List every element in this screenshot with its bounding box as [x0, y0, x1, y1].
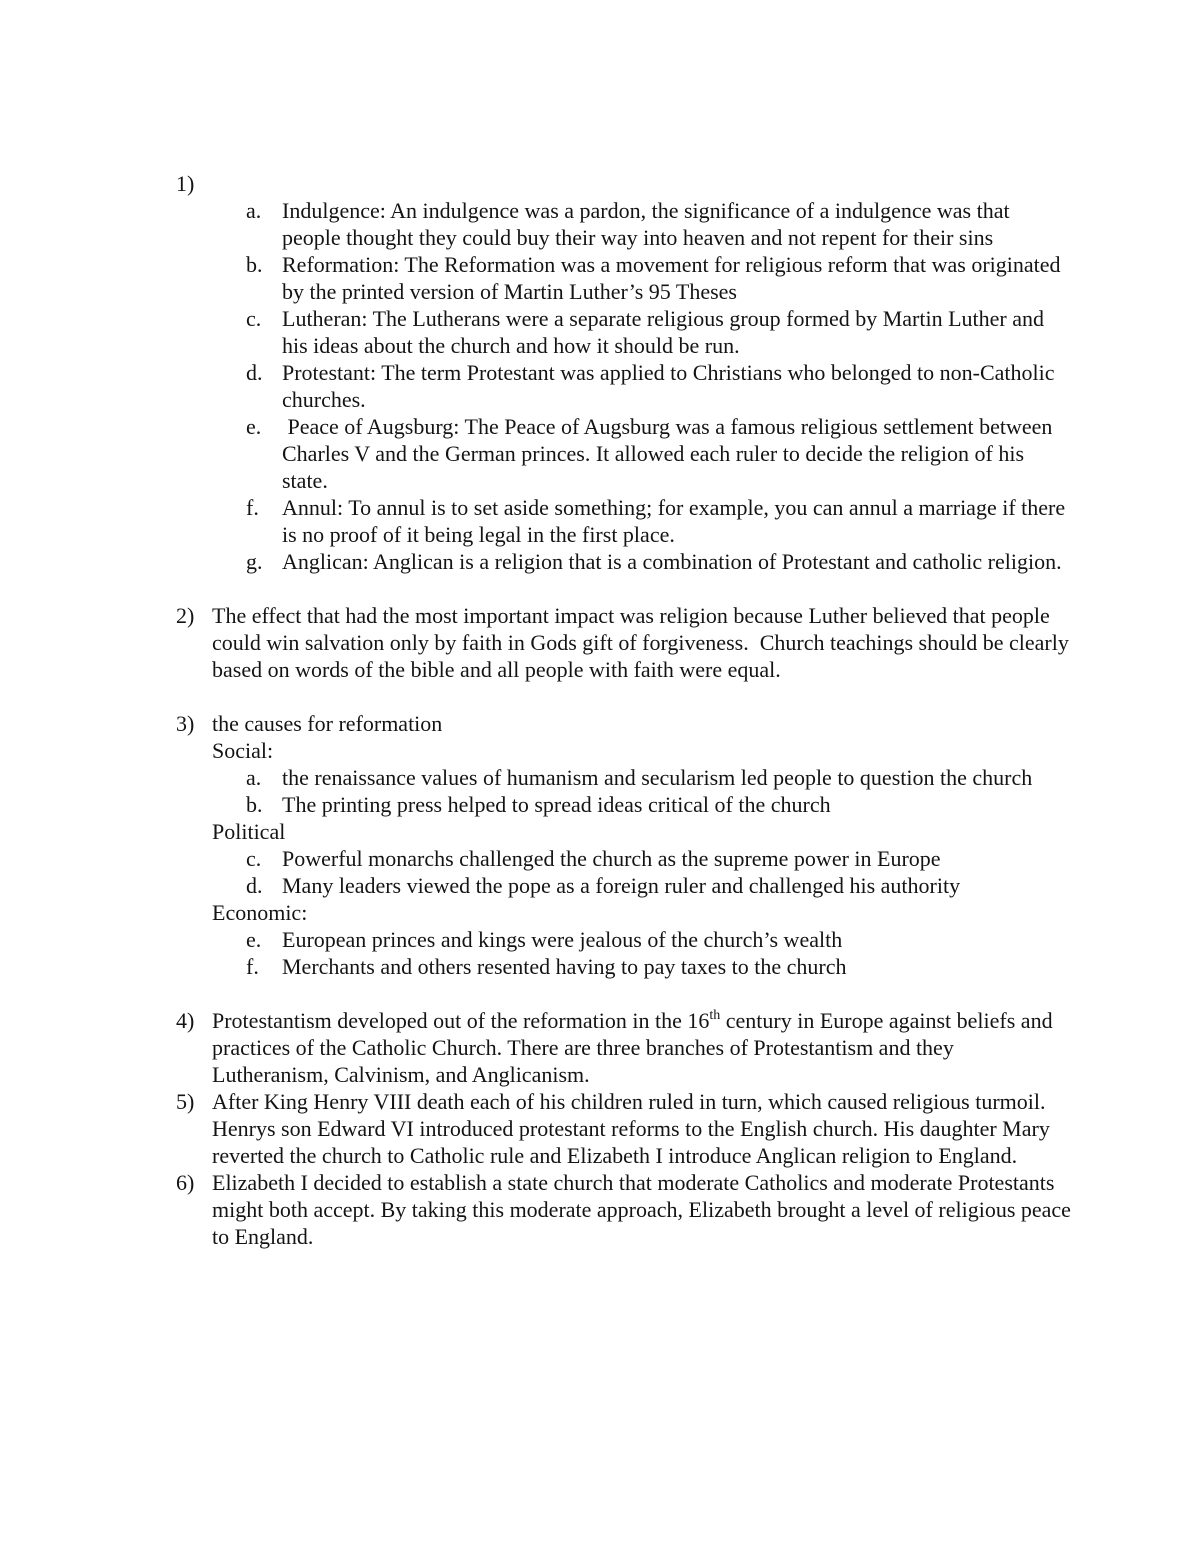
item-text: European princes and kings were jealous of the church’s wealth	[282, 927, 843, 952]
list-item	[0, 251, 1200, 305]
list-item	[0, 413, 1200, 494]
list-item	[0, 494, 1200, 548]
item-text: Merchants and others resented having to pay taxes to the church	[282, 954, 847, 979]
answer-text: The effect that had the most important impact was religion because Luther believed that people could win salvation only by faith in Gods gift of forgiveness. Church teachings should be clearly based on words of the bible and all people with faith were equal.	[212, 603, 1075, 682]
category-heading	[0, 737, 1200, 764]
question-number: 2)	[176, 603, 195, 628]
answer-text-part: Protestantism developed out of the reformation in the 16	[212, 1008, 710, 1033]
item-letter: d.	[246, 873, 263, 898]
question-5	[0, 1088, 1200, 1169]
question-1	[0, 170, 1200, 197]
list-item	[0, 845, 1200, 872]
item-text: Anglican: Anglican is a religion that is a combination of Protestant and catholic religion.	[282, 549, 1062, 574]
question-2	[0, 602, 1200, 683]
item-text: the renaissance values of humanism and secularism led people to question the church	[282, 765, 1033, 790]
list-item	[0, 953, 1200, 980]
item-letter: g.	[246, 549, 263, 574]
item-letter: d.	[246, 360, 263, 385]
category-heading	[0, 899, 1200, 926]
item-letter: b.	[246, 252, 263, 277]
list-item	[0, 359, 1200, 413]
item-text: Powerful monarchs challenged the church as the supreme power in Europe	[282, 846, 941, 871]
social-label: Social:	[212, 738, 274, 763]
item-letter: b.	[246, 792, 263, 817]
item-letter: a.	[246, 765, 262, 790]
item-letter: c.	[246, 306, 262, 331]
political-label: Political	[212, 819, 286, 844]
question-number: 6)	[176, 1170, 195, 1195]
item-letter: c.	[246, 846, 262, 871]
question-3	[0, 710, 1200, 737]
list-item	[0, 791, 1200, 818]
list-item	[0, 305, 1200, 359]
list-item	[0, 197, 1200, 251]
economic-label: Economic:	[212, 900, 308, 925]
superscript: th	[709, 1007, 721, 1023]
question-4	[0, 1007, 1200, 1088]
question-number: 1)	[176, 171, 195, 196]
list-item	[0, 872, 1200, 899]
category-heading	[0, 818, 1200, 845]
item-letter: e.	[246, 414, 262, 439]
list-item	[0, 548, 1200, 575]
answer-text-part: century in Europe against beliefs and practices of the Catholic Church. There are three branches of Protestantism and they Lutheranism, Calvinism, and Anglicanism.	[212, 1008, 1053, 1087]
item-letter: e.	[246, 927, 262, 952]
item-text: The printing press helped to spread ideas critical of the church	[282, 792, 831, 817]
item-letter: a.	[246, 198, 262, 223]
item-text: Indulgence: An indulgence was a pardon, the significance of a indulgence was that people thought they could buy their way into heaven and not repent for their sins	[282, 198, 1010, 250]
item-letter: f.	[246, 495, 259, 520]
answer-text: Elizabeth I decided to establish a state church that moderate Catholics and moderate Protestants might both accept. By taking this moderate approach, Elizabeth brought a level of religious peace to England.	[212, 1170, 1071, 1249]
item-letter: f.	[246, 954, 259, 979]
answer-text	[212, 1007, 1072, 1088]
question-6	[0, 1169, 1200, 1250]
item-text: Many leaders viewed the pope as a foreign ruler and challenged his authority	[282, 873, 961, 898]
answer-intro: the causes for reformation	[212, 711, 443, 736]
question-number: 4)	[176, 1008, 195, 1033]
question-number: 3)	[176, 711, 195, 736]
document-body	[0, 170, 1200, 1250]
question-number: 5)	[176, 1089, 195, 1114]
item-text: Reformation: The Reformation was a movement for religious reform that was originated by the printed version of Martin Luther’s 95 Theses	[282, 252, 1061, 304]
list-item	[0, 764, 1200, 791]
item-text: Peace of Augsburg: The Peace of Augsburg was a famous religious settlement between Charles V and the German princes. It allowed each ruler to decide the religion of his state.	[282, 414, 1058, 493]
item-text: Protestant: The term Protestant was applied to Christians who belonged to non-Catholic churches.	[282, 360, 1055, 412]
list-item	[0, 926, 1200, 953]
item-text: Annul: To annul is to set aside something; for example, you can annul a marriage if there is no proof of it being legal in the first place.	[282, 495, 1066, 547]
item-text: Lutheran: The Lutherans were a separate religious group formed by Martin Luther and his ideas about the church and how it should be run.	[282, 306, 1044, 358]
answer-text: After King Henry VIII death each of his children ruled in turn, which caused religious turmoil. Henrys son Edward VI introduced protestant reforms to the English church. His daughter Mary reverted the church to Catholic rule and Elizabeth I introduce Anglican religion to England.	[212, 1089, 1050, 1168]
